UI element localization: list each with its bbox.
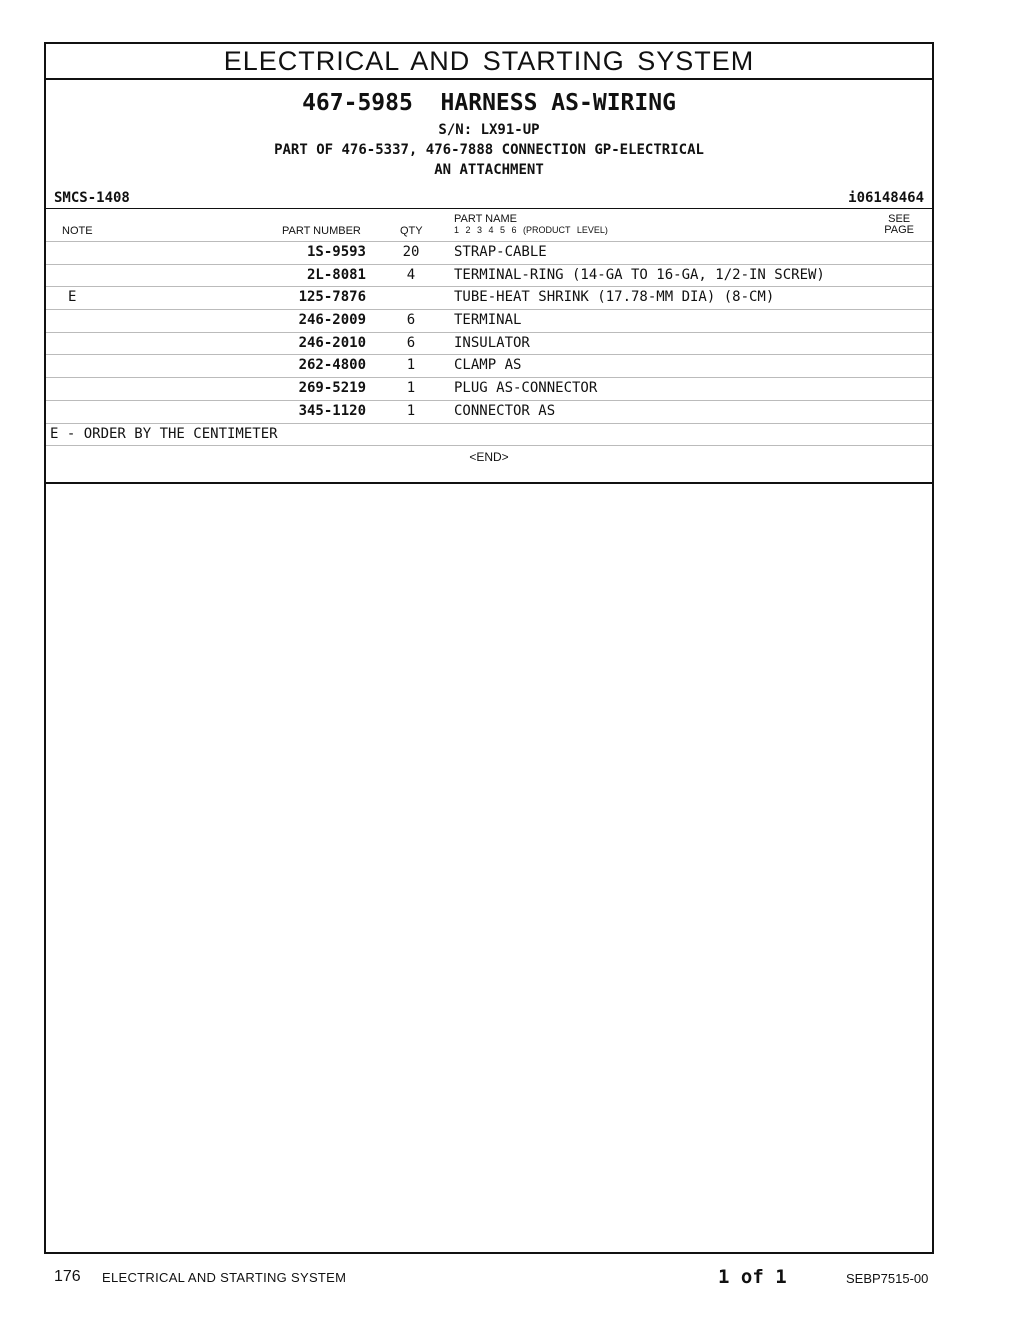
- row-part-name: INSULATOR: [454, 334, 530, 351]
- row-part-number: 269-5219: [298, 380, 366, 397]
- col-qty-header: QTY: [400, 225, 423, 237]
- assembly-title: 467-5985 HARNESS AS-WIRING: [302, 90, 676, 116]
- end-marker-row: [46, 445, 932, 484]
- col-part-name-header: PART NAME: [454, 213, 517, 225]
- attachment-line: AN ATTACHMENT: [434, 162, 544, 178]
- col-product-level-header: 1 2 3 4 5 6 (PRODUCT LEVEL): [454, 225, 608, 235]
- table-row: [46, 377, 932, 400]
- row-part-name: TUBE-HEAT SHRINK (17.78-MM DIA) (8-CM): [454, 289, 775, 306]
- row-part-name: CLAMP AS: [454, 357, 522, 374]
- footer-section: ELECTRICAL AND STARTING SYSTEM: [102, 1270, 347, 1285]
- row-part-number: 246-2009: [298, 312, 366, 329]
- row-qty: 20: [402, 244, 420, 260]
- illustration-id: i06148464: [848, 190, 924, 206]
- row-part-number: 2L-8081: [306, 266, 366, 283]
- end-marker: <END>: [469, 450, 509, 465]
- page-number: 176: [54, 1268, 81, 1285]
- serial-number: S/N: LX91-UP: [438, 122, 540, 138]
- table-row: [46, 241, 932, 264]
- row-qty: 4: [406, 266, 416, 283]
- row-qty: 6: [406, 334, 416, 351]
- row-qty: 1: [406, 380, 416, 397]
- smcs-code: SMCS-1408: [54, 190, 130, 206]
- row-part-number: 345-1120: [298, 402, 366, 419]
- row-note: E: [68, 289, 77, 306]
- table-row: [46, 354, 932, 377]
- see-label: SEE: [888, 213, 911, 225]
- parts-table: [46, 241, 932, 423]
- table-row: [46, 332, 932, 355]
- row-qty: 6: [406, 312, 416, 329]
- table-row: [46, 286, 932, 309]
- row-qty: 1: [406, 402, 416, 419]
- table-row: [46, 309, 932, 332]
- row-part-name: TERMINAL: [454, 312, 522, 329]
- col-note-header: NOTE: [62, 225, 93, 237]
- page-frame: [44, 42, 934, 1254]
- table-row: [46, 400, 932, 423]
- col-see-page-header: [884, 214, 914, 236]
- row-part-number: 1S-9593: [306, 244, 366, 260]
- page-footer: [0, 1266, 1020, 1296]
- col-part-number-header: PART NUMBER: [282, 225, 361, 237]
- row-part-number: 262-4800: [298, 357, 366, 374]
- row-part-name: PLUG AS-CONNECTOR: [454, 380, 598, 397]
- part-of-line: PART OF 476-5337, 476-7888 CONNECTION GP-ELECTRICAL: [274, 142, 704, 158]
- column-headers: [46, 208, 932, 241]
- document-id: SEBP7515-00: [846, 1271, 929, 1286]
- row-part-number: 246-2010: [298, 334, 366, 351]
- section-title: ELECTRICAL AND STARTING SYSTEM: [46, 44, 932, 80]
- row-qty: 1: [406, 357, 416, 374]
- row-part-number: 125-7876: [298, 289, 366, 306]
- part-header: [46, 80, 932, 208]
- footnote-text: E - ORDER BY THE CENTIMETER: [50, 425, 278, 442]
- table-row: [46, 264, 932, 287]
- page-label: PAGE: [884, 224, 914, 236]
- row-part-name: CONNECTOR AS: [454, 402, 556, 419]
- row-part-name: STRAP-CABLE: [454, 244, 547, 260]
- footnote: [46, 423, 932, 446]
- row-part-name: TERMINAL-RING (14-GA TO 16-GA, 1/2-IN SCREW): [454, 266, 825, 283]
- page-of: 1 of 1: [718, 1266, 787, 1288]
